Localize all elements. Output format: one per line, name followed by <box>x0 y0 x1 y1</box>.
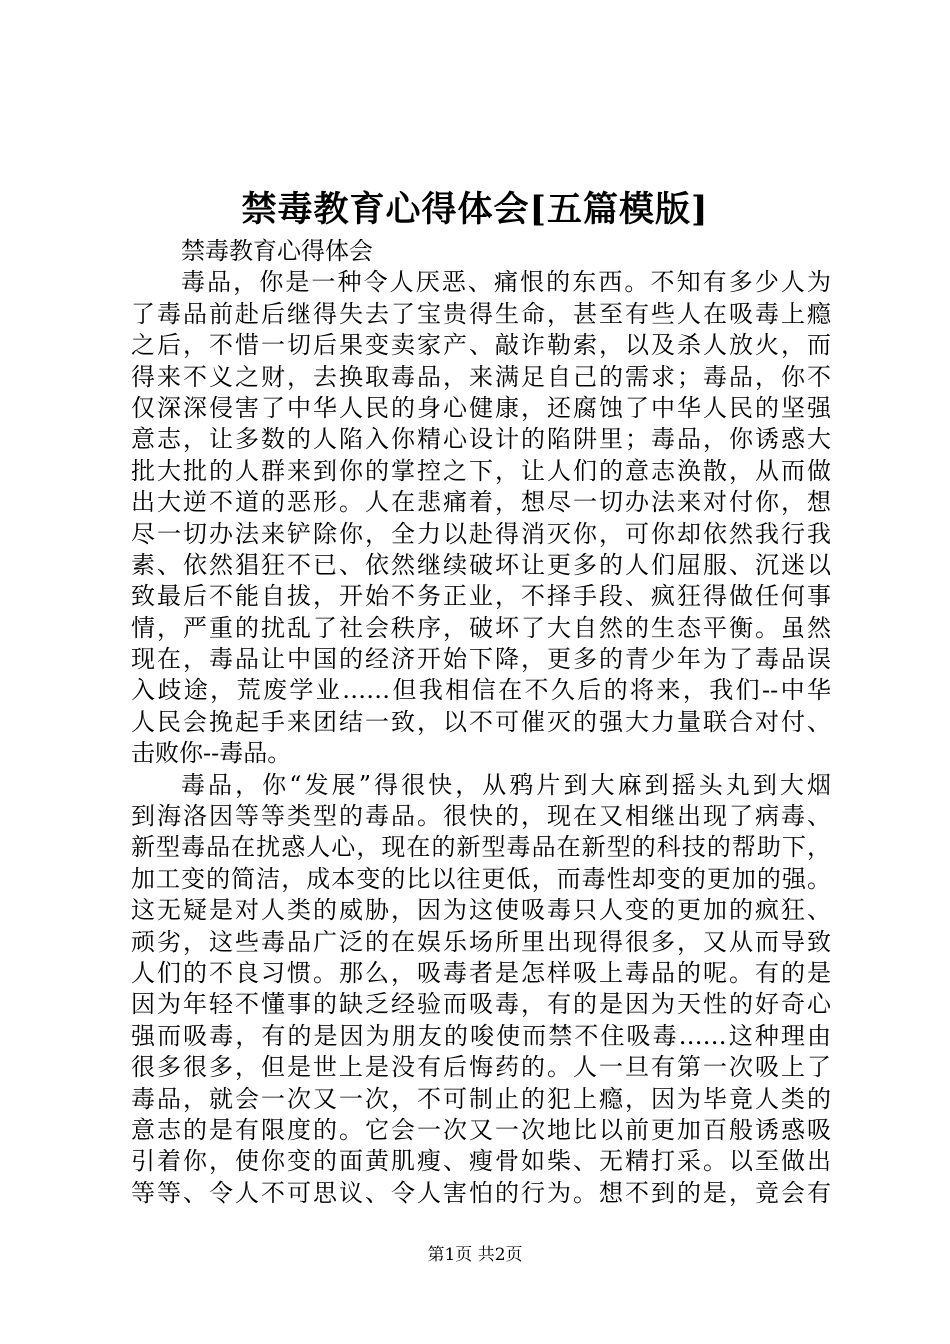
text-line: 仅深深侵害了中华人民的身心健康，还腐蚀了中华人民的坚强 <box>131 393 831 422</box>
text-line: 很多很多，但是世上是没有后悔药的。人一旦有第一次吸上了 <box>131 1053 831 1082</box>
text-line: 之后，不惜一切后果变卖家产、敲诈勒索，以及杀人放火，而 <box>131 331 831 360</box>
text-line: 尽一切办法来铲除你，全力以赴得消灭你，可你却依然我行我 <box>131 519 831 548</box>
text-line: 批大批的人群来到你的掌控之下，让人们的意志涣散，从而做 <box>131 456 831 485</box>
text-line: 得来不义之财，去换取毒品，来满足自己的需求；毒品，你不 <box>131 362 831 391</box>
text-line: 现在，毒品让中国的经济开始下降，更多的青少年为了毒品误 <box>131 645 831 674</box>
text-line: 入歧途，荒废学业……但我相信在不久后的将来，我们--中华 <box>131 676 831 705</box>
section-subheading: 禁毒教育心得体会 <box>181 237 373 265</box>
text-line: 这无疑是对人类的威胁，因为这使吸毒只人变的更加的疯狂、 <box>131 896 831 925</box>
text-line: 毒品，就会一次又一次，不可制止的犯上瘾，因为毕竟人类的 <box>131 1084 831 1113</box>
page-number-footer: 第1页 共2页 <box>427 1245 523 1265</box>
text-line: 到海洛因等等类型的毒品。很快的，现在又相继出现了病毒、 <box>131 802 831 831</box>
text-line: 了毒品前赴后继得失去了宝贵得生命，甚至有些人在吸毒上瘾 <box>131 299 831 328</box>
text-line: 强而吸毒，有的是因为朋友的唆使而禁不住吸毒……这种理由 <box>131 1021 831 1050</box>
text-line: 出大逆不道的恶形。人在悲痛着，想尽一切办法来对付你，想 <box>131 488 831 517</box>
text-line: 意志，让多数的人陷入你精心设计的陷阱里；毒品，你诱惑大 <box>131 425 831 454</box>
text-line: 情，严重的扰乱了社会秩序，破坏了大自然的生态平衡。虽然 <box>131 613 831 642</box>
paragraph-2 <box>131 770 831 1209</box>
text-line: 意志的是有限度的。它会一次又一次地比以前更加百般诱惑吸 <box>131 1115 831 1144</box>
text-line: 加工变的简洁，成本变的比以往更低，而毒性却变的更加的强。 <box>131 864 831 893</box>
text-line: 新型毒品在扰惑人心，现在的新型毒品在新型的科技的帮助下， <box>131 833 831 862</box>
paragraph-1 <box>131 267 831 769</box>
text-line: 击败你--毒品。 <box>131 739 292 768</box>
document-body <box>131 236 831 1209</box>
text-line: 顽劣，这些毒品广泛的在娱乐场所里出现得很多，又从而导致 <box>131 927 831 956</box>
text-line: 毒品，你是一种令人厌恶、痛恨的东西。不知有多少人为 <box>181 268 831 297</box>
text-line: 素、依然猖狂不已、依然继续破坏让更多的人们屈服、沉迷以 <box>131 550 831 579</box>
text-line: 毒品，你“发展”得很快，从鸦片到大麻到摇头丸到大烟 <box>181 770 831 799</box>
text-line: 引着你，使你变的面黄肌瘦、瘦骨如柴、无精打采。以至做出 <box>131 1147 831 1176</box>
text-line: 致最后不能自拔，开始不务正业，不择手段、疯狂得做任何事 <box>131 582 831 611</box>
text-line: 人们的不良习惯。那么，吸毒者是怎样吸上毒品的呢。有的是 <box>131 958 831 987</box>
document-title: 禁毒教育心得体会[五篇模版] <box>241 189 709 230</box>
text-line: 因为年轻不懂事的缺乏经验而吸毒，有的是因为天性的好奇心 <box>131 990 831 1019</box>
text-line: 人民会挽起手来团结一致，以不可催灭的强大力量联合对付、 <box>131 707 831 736</box>
text-line: 等等、令人不可思议、令人害怕的行为。想不到的是，竟会有 <box>131 1178 831 1207</box>
